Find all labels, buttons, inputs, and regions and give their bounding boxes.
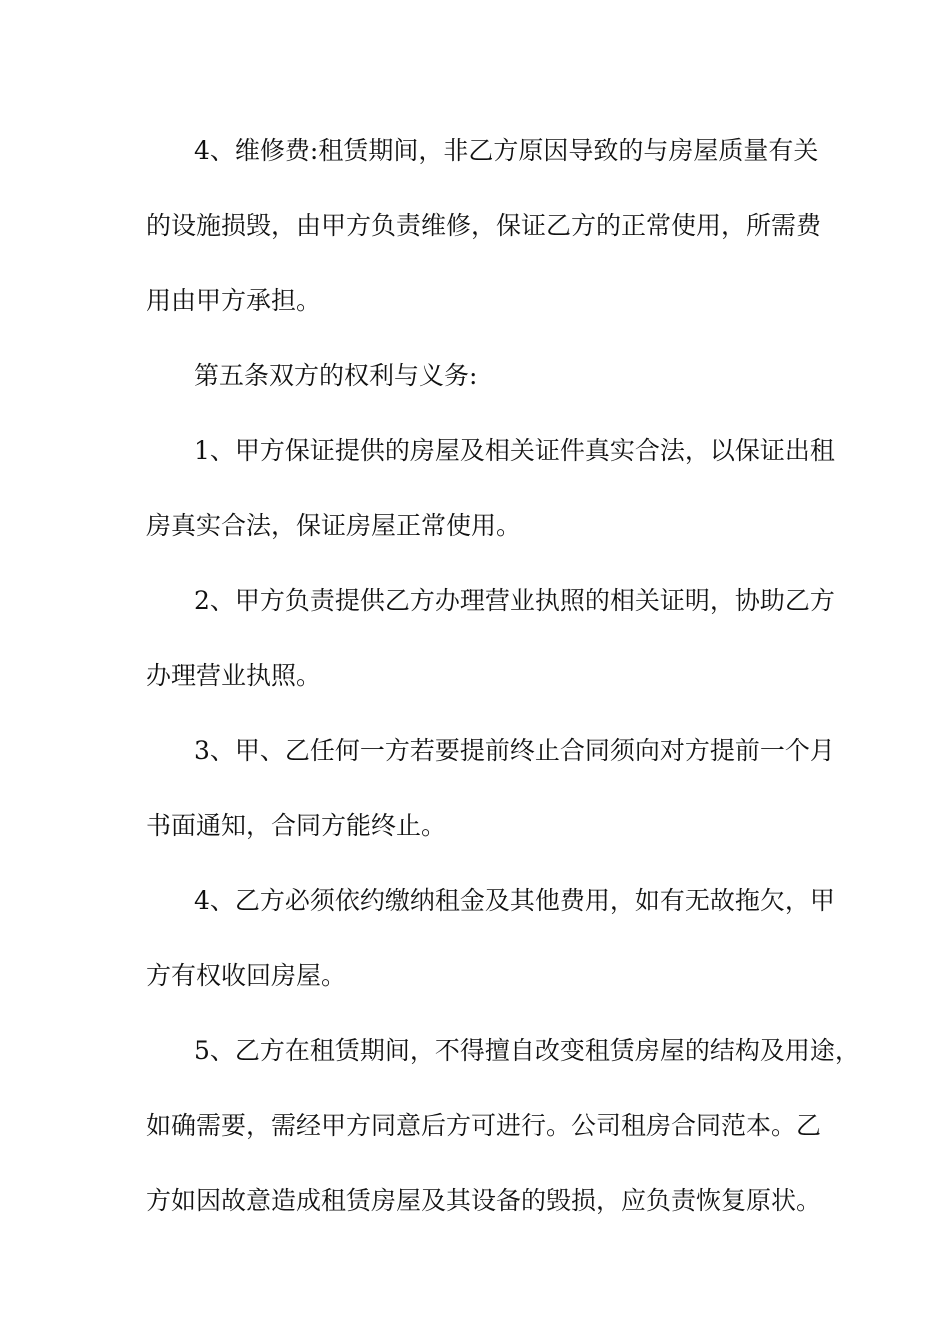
text-line: 办理营业执照。 — [146, 661, 322, 690]
text-line: 的设施损毁，由甲方负责维修，保证乙方的正常使用，所需费 — [146, 211, 822, 240]
text-line: 如确需要，需经甲方同意后方可进行。公司租房合同范本。乙 — [146, 1111, 822, 1140]
text-line: 2、甲方负责提供乙方办理营业执照的相关证明，协助乙方 — [194, 586, 835, 615]
text-line: 5、乙方在租赁期间，不得擅自改变租赁房屋的结构及用途， — [194, 1036, 860, 1065]
text-line: 4、维修费:租赁期间，非乙方原因导致的与房屋质量有关 — [194, 136, 819, 165]
text-line: 4、乙方必须依约缴纳租金及其他费用，如有无故拖欠，甲 — [194, 886, 835, 915]
section-heading: 第五条双方的权利与义务: — [194, 361, 478, 390]
text-line: 书面通知，合同方能终止。 — [146, 811, 447, 840]
text-line: 方如因故意造成租赁房屋及其设备的毁损，应负责恢复原状。 — [146, 1186, 822, 1215]
text-line: 1、甲方保证提供的房屋及相关证件真实合法，以保证出租 — [194, 436, 835, 465]
text-line: 方有权收回房屋。 — [146, 961, 347, 990]
text-line: 3、甲、乙任何一方若要提前终止合同须向对方提前一个月 — [194, 736, 835, 765]
text-line: 用由甲方承担。 — [146, 286, 322, 315]
text-line: 房真实合法，保证房屋正常使用。 — [146, 511, 522, 540]
